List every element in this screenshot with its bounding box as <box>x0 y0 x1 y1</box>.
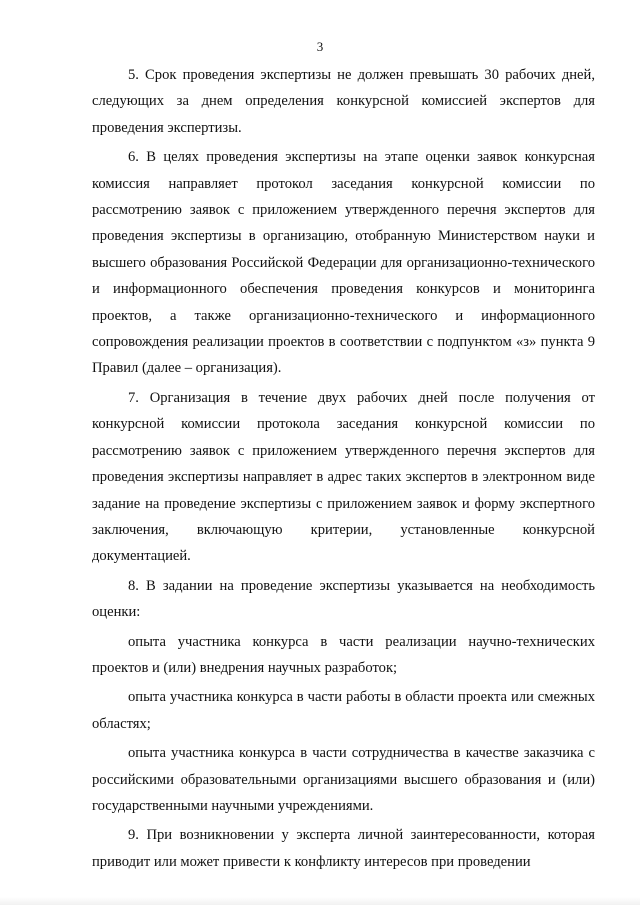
paragraph-item-5: 5. Срок проведения экспертизы не должен превышать 30 рабочих дней, следующих за днем определения конкурсной комиссией экспертов для проведения экспертизы. <box>92 67 595 136</box>
paragraph-subitem-experience-field: опыта участника конкурса в части работы в области проекта или смежных областях; <box>92 689 595 732</box>
document-body <box>92 62 595 878</box>
paragraph-item-9: 9. При возникновении у эксперта личной заинтересованности, которая приводит или может привести к конфликту интересов при проведении <box>92 827 595 870</box>
paragraph-subitem-experience-cooperation: опыта участника конкурса в части сотрудничества в качестве заказчика с российскими образовательными организациями высшего образования и (или) государственными научными учреждениями. <box>92 745 595 814</box>
paragraph-item-8: 8. В задании на проведение экспертизы указывается на необходимость оценки: <box>92 577 595 621</box>
paragraph-subitem-experience-projects: опыта участника конкурса в части реализации научно-технических проектов и (или) внедрения научных разработок; <box>92 633 595 676</box>
page-bottom-edge <box>0 897 640 905</box>
paragraph-item-7: 7. Организация в течение двух рабочих дней после получения от конкурсной комиссии протокола заседания конкурсной комиссии по рассмотрению заявок с приложением утвержденного перечня экспертов для проведения экспертизы направляет в адрес таких экспертов в электронном виде задание на проведение экспертизы с приложением заявок и форму экспертного заключения, включающую критерии, установленные конкурсной документацией. <box>92 389 595 565</box>
page-number: 3 <box>316 39 324 54</box>
paragraph-item-6: 6. В целях проведения экспертизы на этапе оценки заявок конкурсная комиссия направляет протокол заседания конкурсной комиссии по рассмотрению заявок с приложением утвержденного перечня экспертов для проведения экспертизы в организацию, отобранную Министерством науки и высшего образования Российской Федерации для организационно-технического и информационного обеспечения проведения конкурсов и мониторинга проектов, а также организационно-технического и информационного сопровождения реализации проектов в соответствии с подпунктом «з» пункта 9 Правил (далее – организация). <box>92 149 595 377</box>
